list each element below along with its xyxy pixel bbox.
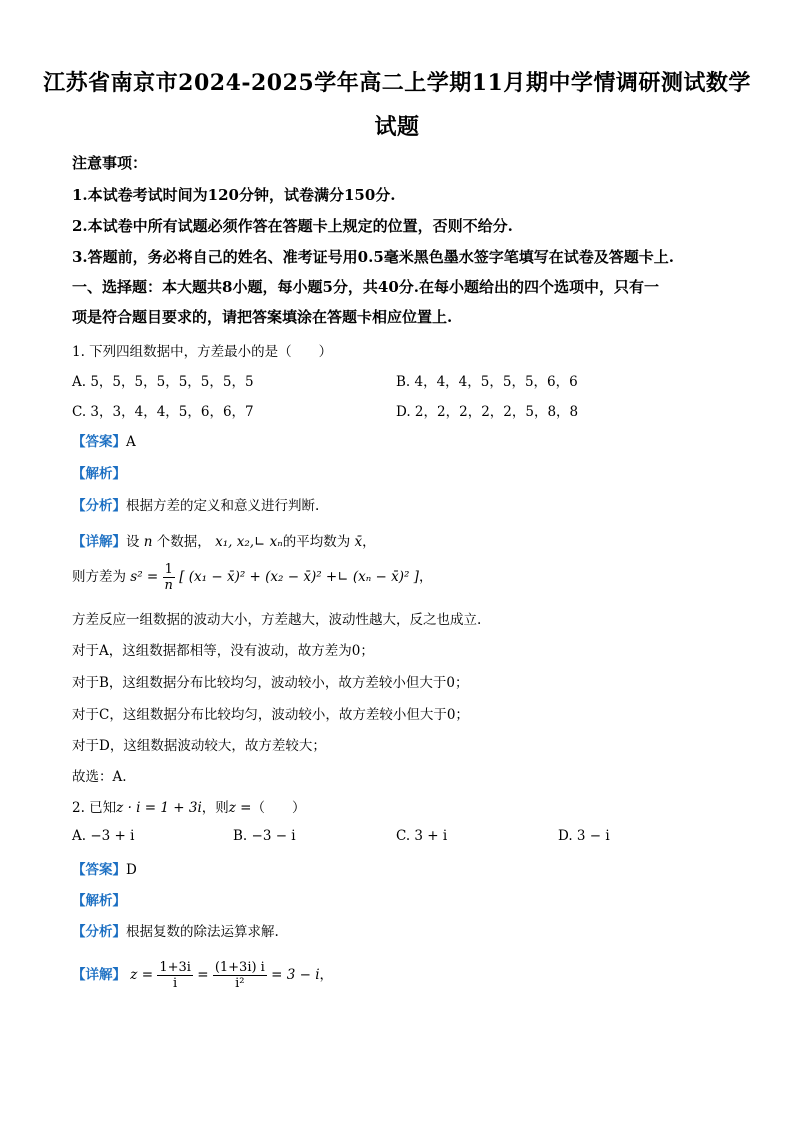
variance-fraction: $\frac{1}{n}$ [164,562,173,593]
q1-explain-5: 对于D，这组数据波动较大，故方差较大； [72,738,326,754]
q2-option-b: B. −3 − i [233,828,296,844]
detail-tag: 【详解】 [72,967,126,983]
q2-option-c: C. 3 + i [396,828,448,844]
note-item-3: 3.答题前，务必将自己的姓名、准考证号用0.5毫米黑色墨水签字笔填写在试卷及答题卡上. [72,248,674,266]
detail-post: 的平均数为 [282,534,351,550]
detail-n: n [143,534,153,550]
analysis-tag: 【解析】 [72,466,126,482]
q1-explain-2: 对于A，这组数据都相等，没有波动，故方差为0； [72,643,374,659]
fenxi-tag: 【分析】 [72,498,126,514]
q1-option-b: B. 4，4，4，5，5，5，6，6 [396,374,578,390]
q1-conclusion: 故选：A. [72,769,127,785]
detail-mid: 个数据， [156,534,211,550]
q2-equation: z · i = 1 + 3i [116,800,202,816]
q2-z: z = [228,800,252,816]
note-item-2: 2.本试卷中所有试题必须作答在答题卡上规定的位置，否则不给分. [72,217,513,235]
detail-xbar: x̄ [354,534,363,550]
detail-end: ， [362,534,376,550]
detail-tag: 【详解】 [72,534,126,550]
notes-heading: 注意事项： [72,154,148,172]
variance-pre: 则方差为 [72,569,126,585]
section-heading-line2: 项是符合题目要求的，请把答案填涂在答题卡相应位置上. [72,308,453,326]
q1-analysis-tag [72,462,126,482]
q2-detail: 【详解】 z = $\frac{1+3i}{i}$ = $\frac{(1+3i) i}{\text{i²}}$ = 3 − i， [72,960,334,991]
variance-end: ， [418,569,433,585]
answer-tag: 【答案】 [72,862,126,878]
q1-option-d: D. 2，2，2，2，2，5，8，8 [396,404,579,420]
q1-variance-formula [72,562,432,593]
q2-answer [72,858,137,878]
section-heading: 一、选择题：本大题共8小题，每小题5分，共40分.在每小题给出的四个选项中，只有一 [72,278,659,296]
document-title: 江苏省南京市2024-2025学年高二上学期11月期中学情调研测试数学 [43,70,751,96]
q2-option-a: A. −3 + i [72,828,135,844]
fenxi-tag: 【分析】 [72,924,126,940]
q1-fenxi [72,494,319,514]
document-title-line2: 试题 [374,114,420,140]
variance-lhs: s² = [130,569,159,585]
q1-answer [72,430,136,450]
answer-value: D [126,862,137,878]
q1-explain-3: 对于B，这组数据分布比较均匀，波动较小，故方差较小但大于0； [72,675,469,691]
q2-fraction-1: $\frac{1+3i}{i}$ [159,960,191,991]
detail-vars: x₁, x₂,∟ xₙ [215,534,283,550]
fenxi-text: 根据方差的定义和意义进行判断. [126,498,320,514]
q2-fenxi [72,920,279,940]
q2-detail-lhs: z = [130,967,154,983]
answer-value: A [126,434,136,450]
question-2-stem: 2. 已知z · i = 1 + 3i，则z =（ ） [72,800,306,816]
detail-pre: 设 [126,534,140,550]
q2-detail-rhs: = 3 − i [271,967,320,983]
variance-body: [ (x₁ − x̄)² + (x₂ − x̄)² +∟ (xₙ − x̄)² ] [179,569,419,585]
answer-tag: 【答案】 [72,434,126,450]
q1-explain-4: 对于C，这组数据分布比较均匀，波动较小，故方差较小但大于0； [72,707,469,723]
question-1-stem: 1. 下列四组数据中，方差最小的是（ ） [72,344,333,360]
q2-option-d: D. 3 − i [558,828,610,844]
q1-detail [72,530,376,550]
analysis-tag: 【解析】 [72,893,126,909]
q2-analysis-tag [72,889,126,909]
q1-explain-1: 方差反应一组数据的波动大小，方差越大，波动性越大，反之也成立. [72,612,482,628]
note-item-1: 1.本试卷考试时间为120分钟，试卷满分150分. [72,186,396,204]
q1-option-c: C. 3，3，4，4，5，6，6，7 [72,404,254,420]
q2-fraction-2: $\frac{(1+3i) i}{\text{i²}}$ [214,960,265,991]
q1-option-a: A. 5，5，5，5，5，5，5，5 [72,374,254,390]
fenxi-text: 根据复数的除法运算求解. [126,924,279,940]
